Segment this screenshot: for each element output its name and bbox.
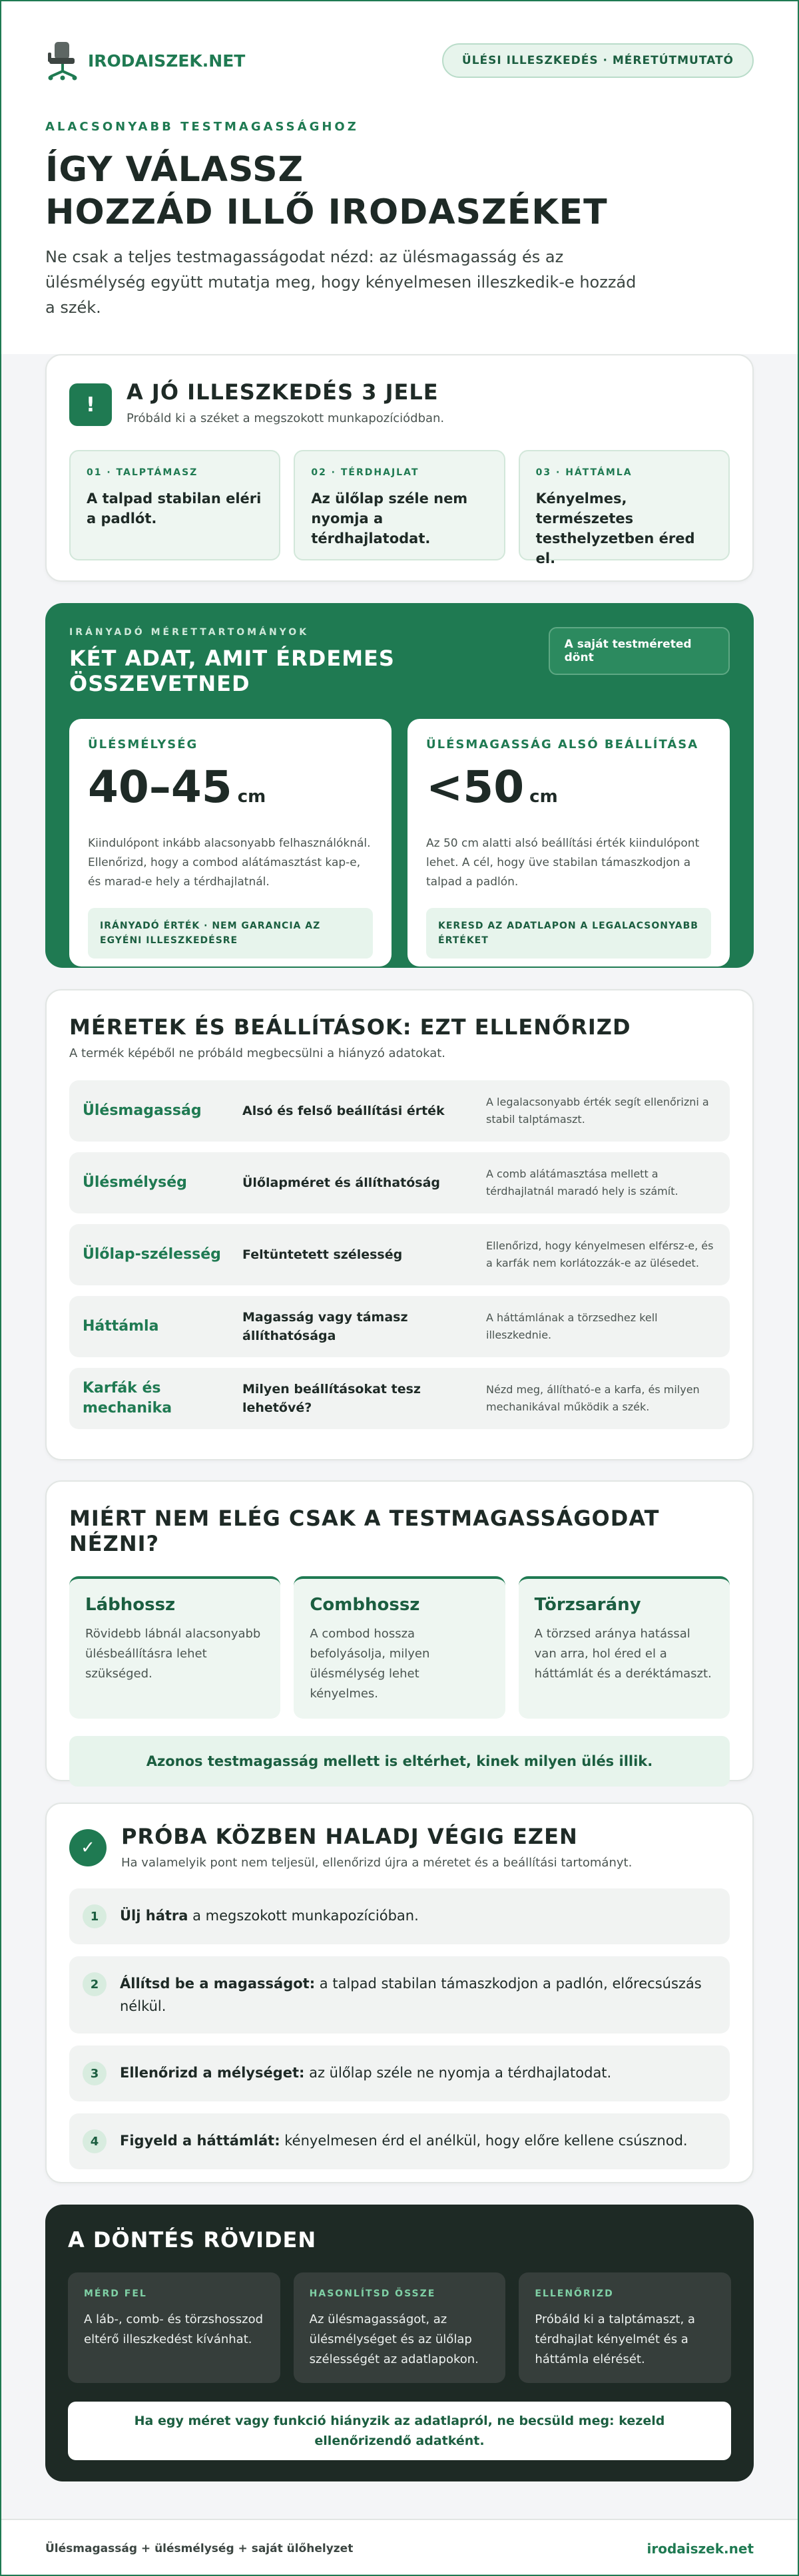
guide-pill: ÜLÉSI ILLESZKEDÉS · MÉRETÚTMUTATÓ	[442, 43, 754, 78]
range-text: Az 50 cm alatti alsó beállítási érték kiindulópont lehet. A cél, hogy üve stabilan támaszkodjon a talpad a padlón.	[426, 837, 700, 889]
ranges-section	[45, 603, 754, 968]
range-value-wrap	[426, 763, 711, 821]
fit-tile-key: 02 · TÉRDHAJLAT	[311, 467, 419, 478]
step-number: 3	[83, 2061, 107, 2085]
decision-final: Ha egy méret vagy funkció hiányzik az adatlapról, ne becsüld meg: kezeld ellenőrizendő adatként.	[68, 2402, 731, 2460]
spec-check: Feltüntetett szélesség	[242, 1247, 403, 1262]
step-text	[120, 2061, 611, 2084]
step-number: 1	[83, 1904, 107, 1928]
specs-title: MÉRETEK ÉS BEÁLLÍTÁSOK: EZT ELLENŐRIZD	[69, 1014, 631, 1040]
step-rest: a megszokott munkapozícióban.	[188, 1908, 419, 1924]
footer-link[interactable]: irodaiszek.net	[647, 2541, 754, 2557]
office-chair-icon	[45, 39, 83, 82]
spec-row	[69, 1152, 730, 1213]
hero-lead: Ne csak a teljes testmagasságodat nézd: az ülésmagasság és az ülésmélység együtt mutatja meg, hogy kényelmesen illeszkedik-e hozzád a szék.	[45, 248, 637, 317]
decision-card	[68, 2272, 280, 2383]
spec-note: Nézd meg, állítható-e a karfa, és milyen mechanikával működik a szék.	[486, 1383, 700, 1413]
trial-step	[69, 1956, 730, 2034]
why-card	[45, 1480, 754, 1781]
page-title-line-1: ÍGY VÁLASSZ	[45, 150, 304, 190]
spec-row	[69, 1368, 730, 1429]
why-tile-title: Törzsarány	[534, 1595, 641, 1615]
range-card	[407, 719, 730, 966]
spec-note: A comb alátámasztása mellett a térdhajlatnál maradó hely is számít.	[486, 1168, 678, 1197]
spec-note: A legalacsonyabb érték segít ellenőrizni a stabil talptámaszt.	[486, 1096, 709, 1126]
why-tile	[69, 1576, 280, 1719]
trial-card	[45, 1803, 754, 2183]
footer	[1, 2519, 798, 2576]
step-text	[120, 1904, 419, 1927]
spec-name: Karfák és mechanika	[83, 1380, 172, 1416]
decision-card	[519, 2272, 731, 2383]
ranges-title: KÉT ADAT, AMIT ÉRDEMES ÖSSZEVETNED	[69, 646, 395, 696]
why-title: MIÉRT NEM ELÉG CSAK A TESTMAGASSÁGODAT NÉZNI?	[69, 1506, 660, 1556]
range-note: KERESD AZ ADATLAPON A LEGALACSONYABB ÉRTÉKET	[426, 908, 711, 959]
spec-note: A háttámlának a törzsedhez kell illeszkednie.	[486, 1311, 658, 1341]
fit-title: A JÓ ILLESZKEDÉS 3 JELE	[127, 379, 439, 405]
spec-name: Ülőlap-szélesség	[83, 1246, 221, 1263]
spec-name: Ülésmagasság	[83, 1102, 202, 1119]
page-title	[45, 148, 754, 234]
spec-row	[69, 1224, 730, 1285]
decision-key: MÉRD FEL	[84, 2288, 147, 2299]
decision-key: ELLENŐRIZD	[535, 2288, 614, 2299]
spec-name: Háttámla	[83, 1318, 159, 1335]
step-rest: a talpad stabilan támaszkodjon a padlón, előrecsúszás nélkül.	[120, 1976, 702, 2014]
spec-row	[69, 1080, 730, 1142]
fit-tile-key: 01 · TALPTÁMASZ	[87, 467, 198, 478]
spec-note: Ellenőrizd, hogy kényelmesen elférsz-e, és a karfák nem korlátozzák-e az ülésedet.	[486, 1239, 714, 1269]
range-unit: cm	[237, 787, 266, 807]
specs-card	[45, 989, 754, 1460]
spec-name: Ülésmélység	[83, 1174, 187, 1191]
why-tile-text: Rövidebb lábnál alacsonyabb ülésbeállításra lehet szükséged.	[85, 1627, 261, 1681]
spec-row	[69, 1296, 730, 1357]
own-size-button[interactable]: A saját testméreted dönt	[549, 627, 730, 675]
footer-summary: Ülésmagasság + ülésmélység + saját ülőhelyzet	[45, 2542, 354, 2555]
decision-card	[294, 2272, 506, 2383]
trial-step	[69, 2113, 730, 2169]
step-number: 2	[83, 1972, 107, 1996]
step-rest: kényelmesen érd el anélkül, hogy előre kellene csúsznod.	[280, 2133, 688, 2149]
range-note: IRÁNYADÓ ÉRTÉK · NEM GARANCIA AZ EGYÉNI ILLESZKEDÉSRE	[88, 908, 373, 959]
ranges-eyebrow: IRÁNYADÓ MÉRETTARTOMÁNYOK	[69, 627, 310, 638]
decision-text: Próbáld ki a talptámaszt, a térdhajlat kényelmét és a háttámla elérését.	[535, 2312, 695, 2366]
why-tile	[519, 1576, 730, 1719]
why-tile	[294, 1576, 505, 1719]
fit-tile-text: Az ülőlap széle nem nyomja a térdhajlatodat.	[311, 491, 468, 546]
fit-tile-text: Kényelmes, természetes testhelyzetben éred el.	[535, 491, 695, 566]
decision-key: HASONLÍTSD ÖSSZE	[309, 2288, 436, 2299]
logo[interactable]	[45, 39, 245, 82]
trial-step	[69, 1888, 730, 1944]
range-card	[69, 719, 392, 966]
spec-check: Ülőlapméret és állíthatóság	[242, 1176, 441, 1190]
why-tile-text: A combod hossza befolyásolja, milyen ülésmélység lehet kényelmes.	[310, 1627, 430, 1701]
specs-subtitle: A termék képéből ne próbáld megbecsülni a hiányzó adatokat.	[69, 1046, 446, 1060]
step-bold: Állítsd be a magasságot:	[120, 1976, 316, 1992]
trial-title: PRÓBA KÖZBEN HALADJ VÉGIG EZEN	[121, 1824, 578, 1849]
step-bold: Figyeld a háttámlát:	[120, 2133, 280, 2149]
brand-name: IRODAISZEK.NET	[88, 51, 246, 71]
range-text: Kiindulópont inkább alacsonyabb felhasználóknál. Ellenőrizd, hogy a combod alátámasztást kap-e, és marad-e hely a térdhajlatnál.	[88, 837, 371, 889]
step-text	[120, 2129, 688, 2152]
step-bold: Ülj hátra	[120, 1908, 188, 1924]
spec-check: Alsó és felső beállítási érték	[242, 1104, 445, 1118]
spec-check: Magasság vagy támasz állíthatósága	[242, 1310, 408, 1343]
range-value-wrap	[88, 763, 373, 821]
fit-tile	[69, 450, 280, 560]
decision-text: A láb-, comb- és törzshosszod eltérő illeszkedést kívánhat.	[84, 2312, 264, 2346]
fit-tile	[294, 450, 505, 560]
trial-step	[69, 2045, 730, 2101]
exclamation-icon: !	[69, 383, 112, 426]
trial-subtitle: Ha valamelyik pont nem teljesül, ellenőrizd újra a méretet és a beállítási tartományt.	[121, 1856, 633, 1870]
range-key: ÜLÉSMÉLYSÉG	[88, 738, 198, 751]
why-tile-text: A törzsed aránya hatással van arra, hol éred el a háttámlát és a deréktámaszt.	[534, 1627, 712, 1681]
fit-tile-key: 03 · HÁTTÁMLA	[535, 467, 633, 478]
decision-title: A DÖNTÉS RÖVIDEN	[68, 2227, 317, 2253]
fit-tile-text: A talpad stabilan eléri a padlót.	[87, 491, 262, 527]
fit-tile	[519, 450, 730, 566]
range-key: ÜLÉSMAGASSÁG ALSÓ BEÁLLÍTÁSA	[426, 738, 699, 751]
fit-signs-card	[45, 354, 754, 582]
range-value: <50	[426, 761, 525, 813]
check-icon: ✓	[69, 1829, 107, 1866]
step-text	[120, 1972, 716, 2018]
hero-eyebrow: ALACSONYABB TESTMAGASSÁGHOZ	[45, 120, 359, 134]
range-unit: cm	[529, 787, 558, 807]
decision-section	[45, 2205, 754, 2481]
fit-subtitle: Próbáld ki a széket a megszokott munkapozíciódban.	[127, 411, 445, 425]
step-rest: az ülőlap széle ne nyomja a térdhajlatodat.	[304, 2065, 612, 2081]
why-tile-title: Combhossz	[310, 1595, 420, 1615]
why-banner: Azonos testmagasság mellett is eltérhet, kinek milyen ülés illik.	[69, 1736, 730, 1787]
step-bold: Ellenőrizd a mélységet:	[120, 2065, 305, 2081]
range-value: 40–45	[88, 761, 232, 813]
page-title-line-2: HOZZÁD ILLŐ IRODASZÉKET	[45, 192, 608, 232]
decision-text: Az ülésmagasságot, az ülésmélységet és az ülőlap szélességét az adatlapokon.	[309, 2312, 479, 2366]
spec-check: Milyen beállításokat tesz lehetővé?	[242, 1382, 421, 1415]
top-bar	[45, 1, 754, 120]
why-tile-title: Lábhossz	[85, 1595, 176, 1615]
hero-section	[1, 1, 798, 354]
step-number: 4	[83, 2129, 107, 2153]
